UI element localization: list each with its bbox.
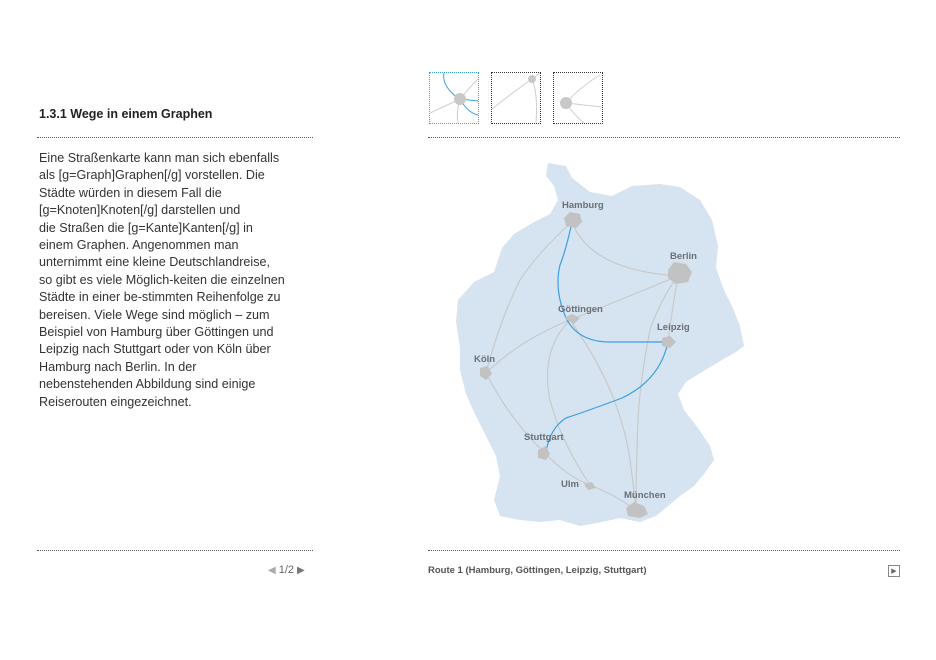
body-line: Städte würden in diesem Fall die — [39, 185, 222, 200]
body-line: als [g=Graph]Graphen[/g] vorstellen. Die — [39, 168, 265, 183]
right-top-divider — [428, 137, 900, 138]
pager — [268, 564, 305, 576]
triangle-right-icon[interactable]: ▶ — [297, 564, 305, 576]
body-line: so gibt es viele Möglich-keiten die einzelnen — [39, 272, 285, 287]
page-indicator: 1/2 — [278, 564, 294, 576]
city-label-goettingen: Göttingen — [558, 304, 603, 315]
city-label-berlin: Berlin — [670, 251, 697, 262]
route-caption: Route 1 (Hamburg, Göttingen, Leipzig, Stuttgart) — [428, 565, 647, 576]
body-line: bereisen. Viele Wege sind möglich – zum — [39, 307, 270, 322]
left-top-divider — [37, 137, 313, 138]
germany-map — [440, 150, 750, 535]
body-line: einem Graphen. Angenommen man — [39, 238, 239, 253]
play-button[interactable] — [888, 565, 900, 577]
thumbnail-route-2-graphic — [492, 73, 540, 123]
body-line: Beispiel von Hamburg über Göttingen und — [39, 325, 274, 340]
right-bottom-divider — [428, 550, 900, 551]
body-line: unternimmt eine kleine Deutschlandreise, — [39, 255, 271, 270]
city-label-hamburg: Hamburg — [562, 200, 604, 211]
section-title: 1.3.1 Wege in einem Graphen — [39, 107, 213, 121]
city-label-koeln: Köln — [474, 354, 496, 365]
city-label-ulm: Ulm — [561, 479, 579, 490]
city-label-leipzig: Leipzig — [657, 322, 690, 333]
thumbnail-route-2[interactable] — [491, 72, 541, 124]
thumbnail-route-1[interactable] — [429, 72, 479, 124]
body-line: nebenstehenden Abbildung sind einige — [39, 377, 256, 392]
thumbnail-route-1-graphic — [430, 73, 478, 123]
body-line: Eine Straßenkarte kann man sich ebenfalls — [39, 151, 280, 165]
body-line: [g=Knoten]Knoten[/g] darstellen und — [39, 203, 241, 218]
thumbnail-route-3-graphic — [554, 73, 602, 123]
triangle-left-icon[interactable]: ◀ — [268, 564, 276, 576]
city-label-muenchen: München — [624, 490, 666, 501]
body-text — [39, 150, 314, 411]
germany-land — [456, 163, 744, 526]
play-icon: ▶ — [891, 568, 897, 575]
city-label-stuttgart: Stuttgart — [524, 432, 564, 443]
body-line: Leipzig nach Stuttgart oder von Köln über — [39, 342, 271, 357]
body-line: die Straßen die [g=Kante]Kanten[/g] in — [39, 220, 253, 235]
body-line: Städte in einer be-stimmten Reihenfolge zu — [39, 290, 281, 305]
body-line: Reiserouten eingezeichnet. — [39, 394, 192, 409]
body-line: Hamburg nach Berlin. In der — [39, 359, 197, 374]
thumbnail-route-3[interactable] — [553, 72, 603, 124]
left-bottom-divider — [37, 550, 313, 551]
